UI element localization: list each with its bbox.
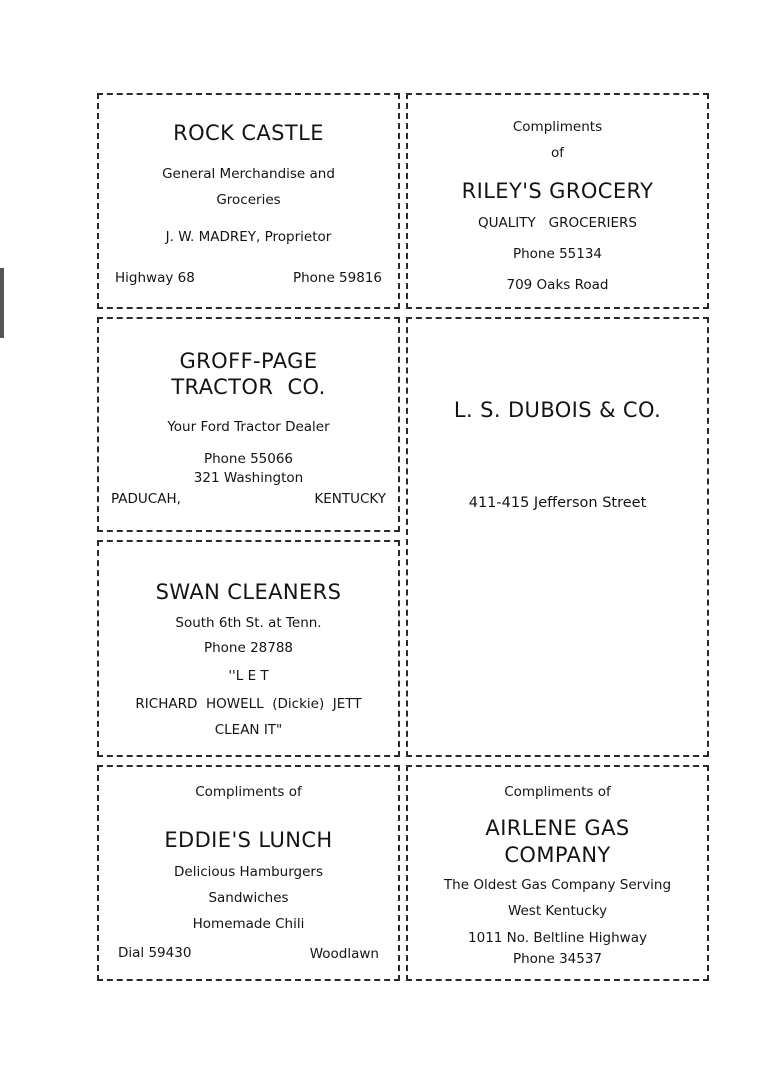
- menu-line: Sandwiches: [208, 890, 289, 906]
- ad-groff-page-tractor: [97, 317, 400, 532]
- description-line: West Kentucky: [507, 903, 608, 919]
- phone: Phone 55066: [203, 451, 294, 467]
- state: KENTUCKY: [314, 491, 386, 507]
- business-name: L. S. DUBOIS & CO.: [453, 398, 662, 422]
- tagline: QUALITY GROCERIERS: [478, 215, 637, 231]
- compliments-text: Compliments of: [504, 784, 611, 800]
- compliments-text: Compliments of: [195, 784, 302, 800]
- address: South 6th St. at Tenn.: [175, 615, 322, 631]
- slogan-line: RICHARD HOWELL (Dickie) JETT: [135, 696, 362, 712]
- business-name: RILEY'S GROCERY: [461, 179, 654, 203]
- location: Woodlawn: [309, 946, 379, 962]
- compliments-text: Compliments: [512, 119, 603, 135]
- ad-ls-dubois: [406, 317, 709, 757]
- menu-line: Homemade Chili: [192, 916, 305, 932]
- business-name: COMPANY: [504, 843, 611, 867]
- business-name: EDDIE'S LUNCH: [164, 828, 333, 852]
- business-name: ROCK CASTLE: [173, 121, 324, 145]
- slogan-line: CLEAN IT": [214, 722, 283, 738]
- slogan-line: ''L E T: [228, 668, 269, 684]
- city: PADUCAH,: [111, 491, 181, 507]
- menu-line: Delicious Hamburgers: [174, 864, 323, 880]
- business-name: SWAN CLEANERS: [155, 580, 342, 604]
- phone: Phone 34537: [512, 951, 603, 967]
- address: 321 Washington: [193, 470, 304, 486]
- phone: Dial 59430: [118, 945, 192, 961]
- address: 411-415 Jefferson Street: [468, 495, 647, 511]
- ad-rock-castle: [97, 93, 400, 309]
- ad-airlene-gas: [406, 765, 709, 981]
- business-name: AIRLENE GAS: [485, 816, 630, 840]
- ad-swan-cleaners: [97, 540, 400, 757]
- address: 1011 No. Beltline Highway: [468, 930, 647, 946]
- business-name: GROFF-PAGE: [179, 349, 318, 373]
- address: 709 Oaks Road: [506, 277, 609, 293]
- page-binding-edge: [0, 268, 4, 338]
- business-name: TRACTOR CO.: [171, 375, 326, 399]
- tagline: Your Ford Tractor Dealer: [167, 419, 330, 435]
- phone: Phone 59816: [292, 270, 382, 286]
- ad-rileys-grocery: [406, 93, 709, 309]
- phone: Phone 55134: [512, 246, 603, 262]
- description-line: General Merchandise and: [162, 166, 335, 182]
- compliments-of: of: [550, 145, 564, 161]
- ad-eddies-lunch: [97, 765, 400, 981]
- description-line: The Oldest Gas Company Serving: [443, 877, 672, 893]
- phone: Phone 28788: [203, 640, 294, 656]
- description-line: Groceries: [216, 192, 281, 208]
- proprietor-line: J. W. MADREY, Proprietor: [165, 229, 332, 245]
- address: Highway 68: [115, 270, 195, 286]
